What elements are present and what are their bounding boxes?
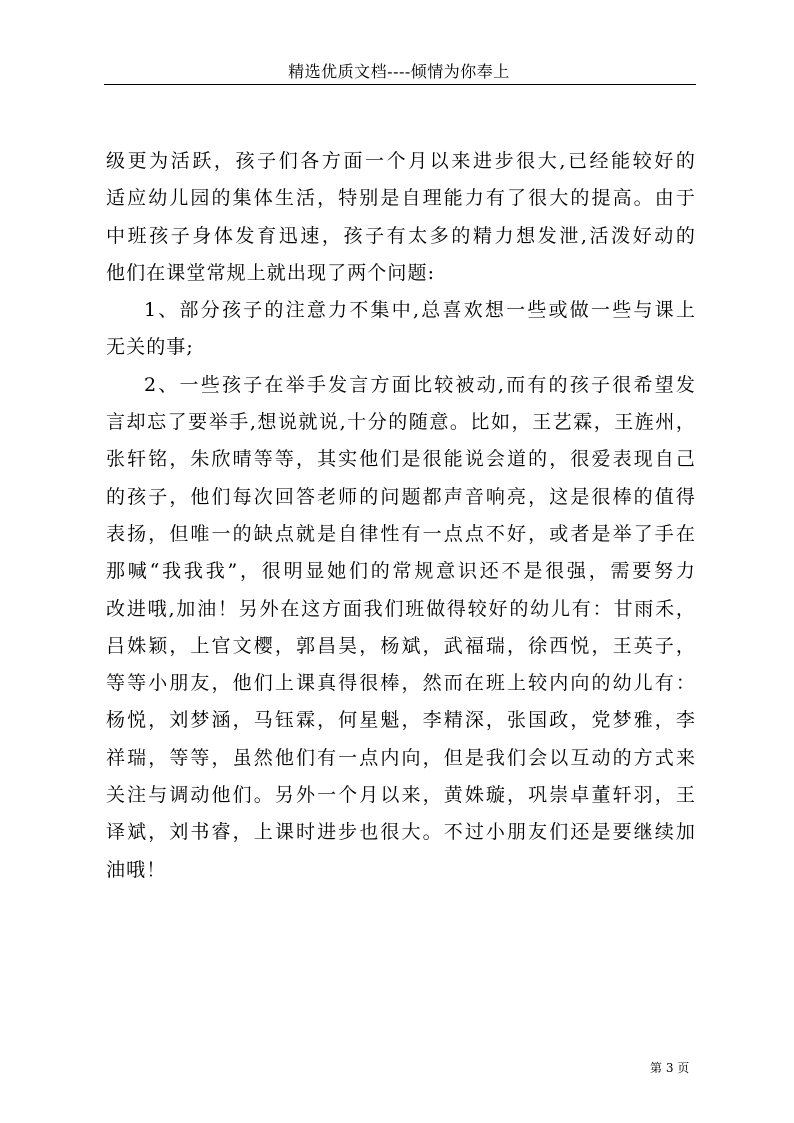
text-line: 祥瑞，等等，虽然他们有一点内向，但是我们会以互动的方式来	[106, 746, 696, 769]
list-item-1: 1、部分孩子的注意力不集中,总喜欢想一些或做一些与课上	[144, 299, 696, 322]
text-line: 适应幼儿园的集体生活，特别是自理能力有了很大的提高。由于	[106, 187, 696, 210]
text-line: 级更为活跃，孩子们各方面一个月以来进步很大,已经能较好的	[106, 150, 696, 172]
text-line: 改进哦,加油！另外在这方面我们班做得较好的幼儿有：甘雨禾，	[106, 597, 696, 620]
page-number: 第 3 页	[650, 1061, 690, 1075]
list-item-2: 2、一些孩子在举手发言方面比较被动,而有的孩子很希望发	[144, 373, 696, 396]
text-line: 言却忘了要举手,想说就说,十分的随意。比如，王艺霖，王旌州，	[106, 411, 696, 434]
text-line: 表扬，但唯一的缺点就是自律性有一点点不好，或者是举了手在	[106, 522, 696, 545]
text-line: 那喊“我我我”，很明显她们的常规意识还不是很强，需要努力	[106, 560, 696, 583]
text-line: 译斌，刘书睿，上课时进步也很大。不过小朋友们还是要继续加	[106, 821, 696, 844]
text-line: 的孩子，他们每次回答老师的问题都声音响亮，这是很棒的值得	[106, 485, 696, 508]
text-line: 关注与调动他们。另外一个月以来，黄姝璇，巩崇卓董轩羽，王	[106, 784, 696, 807]
text-line: 等等小朋友，他们上课真得很棒，然而在班上较内向的幼儿有：	[106, 672, 696, 695]
text-line: 油哦！	[106, 858, 167, 881]
page-header-title: 精选优质文档----倾情为你奉上	[288, 62, 510, 81]
header-divider	[104, 84, 696, 85]
text-line: 张轩铭，朱欣晴等等，其实他们是很能说会道的，很爱表现自己	[106, 448, 696, 471]
text-line: 无关的事;	[106, 336, 194, 359]
text-line: 吕姝颖，上官文樱，郭昌昊，杨斌，武福瑞，徐西悦，王英子，	[106, 634, 696, 657]
text-line: 杨悦，刘梦涵，马钰霖，何星魁，李精深，张国政，党梦雅，李	[106, 709, 696, 732]
body-text	[106, 150, 696, 896]
text-line: 中班孩子身体发育迅速，孩子有太多的精力想发泄,活泼好动的	[106, 224, 696, 247]
text-line: 他们在课堂常规上就出现了两个问题:	[106, 261, 436, 284]
